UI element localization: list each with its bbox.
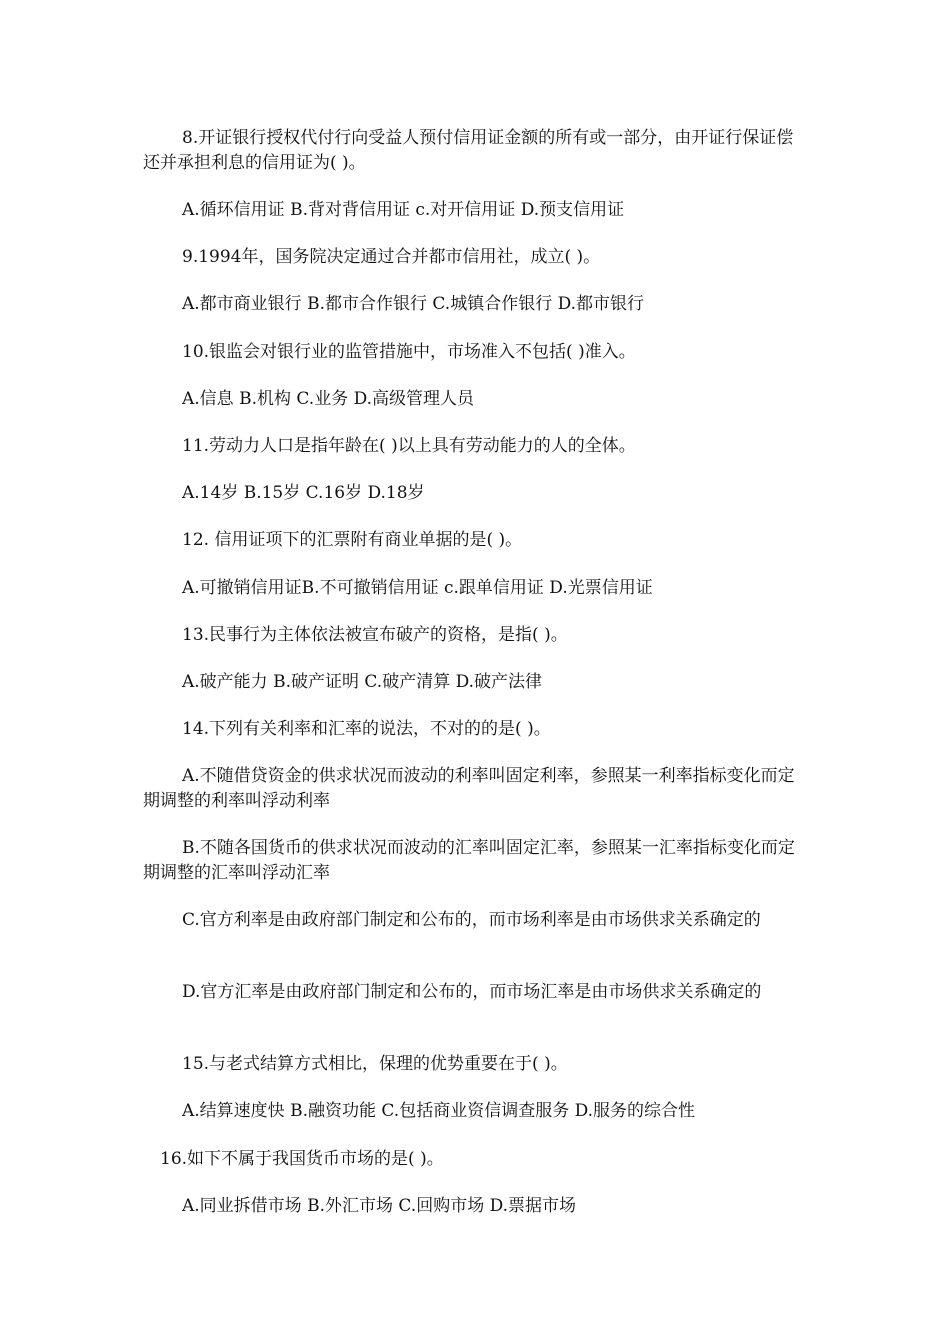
question-10-options: A.信息 B.机构 C.业务 D.高级管理人员 [182,389,475,409]
question-11: 11.劳动力人口是指年龄在( )以上具有劳动能力的人的全体。 [182,436,636,456]
question-9-options: A.都市商业银行 B.都市合作银行 C.城镇合作银行 D.都市银行 [182,294,645,314]
question-14-option-d: D.官方汇率是由政府部门制定和公布的，而市场汇率是由市场供求关系确定的 [182,982,762,1002]
question-14: 14.下列有关利率和汇率的说法，不对的的是( )。 [182,719,551,739]
question-14-option-a: A.不随借贷资金的供求状况而波动的利率叫固定利率，参照某一利率指标变化而定期调整的利率叫浮动利率 [143,766,795,811]
question-14-option-c: C.官方利率是由政府部门制定和公布的，而市场利率是由市场供求关系确定的 [182,910,761,930]
question-11-options: A.14岁 B.15岁 C.16岁 D.18岁 [182,483,425,503]
question-16-options: A.同业拆借市场 B.外汇市场 C.回购市场 D.票据市场 [182,1196,577,1216]
question-8: 8.开证银行授权代付行向受益人预付信用证金额的所有或一部分，由开证行保证偿还并承担利息的信用证为( )。 [143,128,794,173]
question-12-options: A.可撤销信用证B.不可撤销信用证 c.跟单信用证 D.光票信用证 [182,578,653,598]
question-13-options: A.破产能力 B.破产证明 C.破产清算 D.破产法律 [182,672,543,692]
question-10: 10.银监会对银行业的监管措施中，市场准入不包括( )准入。 [182,342,636,362]
question-16: 16.如下不属于我国货币市场的是( )。 [160,1149,444,1169]
question-9: 9.1994年，国务院决定通过合并都市信用社，成立( )。 [182,247,601,267]
question-13: 13.民事行为主体依法被宣布破产的资格，是指( )。 [182,625,568,645]
question-15-options: A.结算速度快 B.融资功能 C.包括商业资信调查服务 D.服务的综合性 [182,1101,696,1121]
question-8-options: A.循环信用证 B.背对背信用证 c.对开信用证 D.预支信用证 [182,200,625,220]
question-14-option-b: B.不随各国货币的供求状况而波动的汇率叫固定汇率，参照某一汇率指标变化而定期调整的汇率叫浮动汇率 [143,838,795,883]
question-15: 15.与老式结算方式相比，保理的优势重要在于( )。 [182,1054,568,1074]
question-12: 12. 信用证项下的汇票附有商业单据的是( )。 [182,530,523,550]
